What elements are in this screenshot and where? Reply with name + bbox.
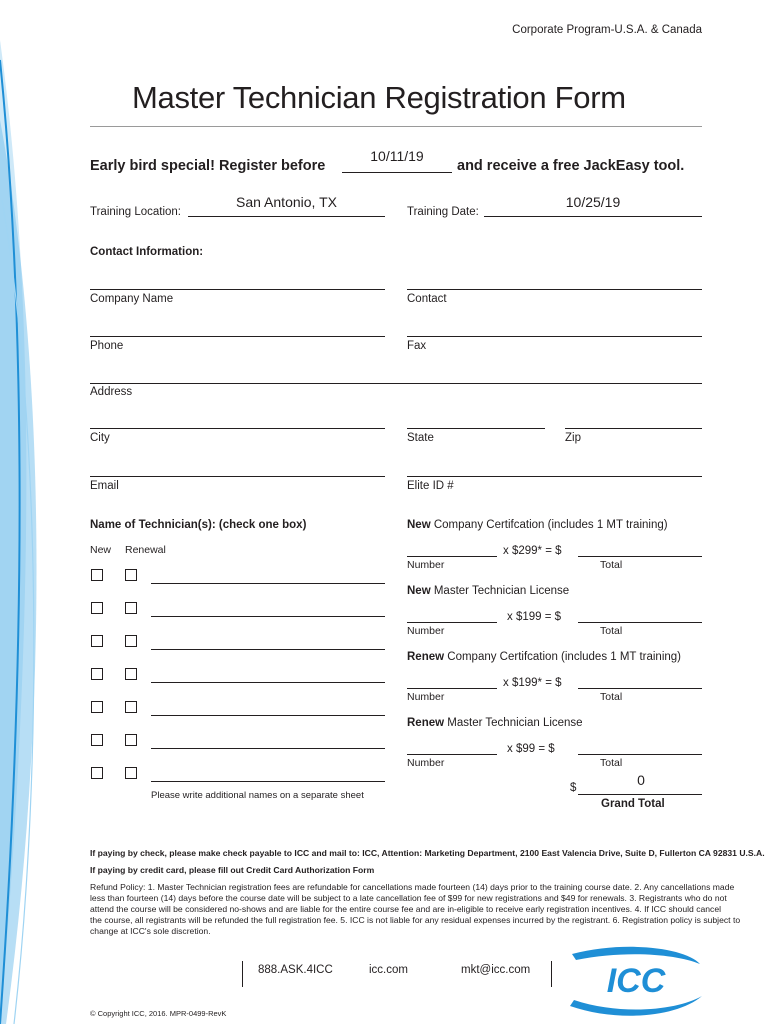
new-checkbox[interactable]: [91, 767, 103, 779]
email-field[interactable]: [90, 476, 385, 477]
renewal-checkbox[interactable]: [125, 734, 137, 746]
number-label: Number: [407, 691, 445, 703]
zip-field[interactable]: [565, 428, 702, 429]
early-bird-date[interactable]: 10/11/19: [370, 148, 424, 164]
fax-field[interactable]: [407, 336, 702, 337]
technician-name-field[interactable]: [151, 649, 385, 650]
footer-divider: [551, 961, 552, 987]
new-checkbox[interactable]: [91, 602, 103, 614]
state-label: State: [407, 432, 434, 444]
early-bird-suffix: and receive a free JackEasy tool.: [457, 158, 685, 174]
training-date-value[interactable]: 10/25/19: [565, 194, 621, 210]
company-name-field[interactable]: [90, 289, 385, 290]
number-label: Number: [407, 559, 445, 571]
renewal-checkbox[interactable]: [125, 767, 137, 779]
footer-phone[interactable]: 888.ASK.4ICC: [258, 964, 333, 976]
number-label: Number: [407, 625, 445, 637]
renewal-checkbox[interactable]: [125, 602, 137, 614]
training-date-label: Training Date:: [407, 206, 479, 218]
training-date-underline: [484, 216, 702, 217]
new-checkbox[interactable]: [91, 569, 103, 581]
total-field[interactable]: [578, 556, 702, 557]
total-field[interactable]: [578, 622, 702, 623]
renewal-checkbox[interactable]: [125, 635, 137, 647]
contact-label: Contact: [407, 293, 447, 305]
new-checkbox[interactable]: [91, 668, 103, 680]
copyright-notice: © Copyright ICC, 2016. MPR-0499-RevK: [90, 1009, 227, 1018]
technician-name-field[interactable]: [151, 748, 385, 749]
zip-label: Zip: [565, 432, 581, 444]
technician-name-field[interactable]: [151, 781, 385, 782]
column-new-label: New: [90, 544, 112, 556]
phone-field[interactable]: [90, 336, 385, 337]
number-field[interactable]: [407, 622, 497, 623]
technician-name-field[interactable]: [151, 583, 385, 584]
fee-formula: x $99 = $: [507, 743, 555, 755]
grand-total-underline: [578, 794, 702, 795]
state-field[interactable]: [407, 428, 545, 429]
contact-field[interactable]: [407, 289, 702, 290]
city-field[interactable]: [90, 428, 385, 429]
fee-formula: x $199 = $: [507, 611, 562, 623]
number-field[interactable]: [407, 556, 497, 557]
decorative-swoosh: [0, 0, 70, 1024]
number-label: Number: [407, 757, 445, 769]
address-field[interactable]: [90, 383, 702, 384]
early-bird-date-underline: [342, 172, 452, 173]
refund-policy-line: Refund Policy: 1. Master Technician registration fees are refundable for cancellations made fourteen (14) days prior to the training course date. 2. Any cancellations made: [90, 882, 735, 892]
title-divider: [90, 126, 702, 127]
refund-policy-line: attend the course will be considered no-shows and are liable for the entire course fee and are in-eligible to receive early registration incentives. 4. If ICC should cancel: [90, 904, 722, 914]
corporate-program-label: Corporate Program-U.S.A. & Canada: [512, 24, 702, 36]
city-label: City: [90, 432, 110, 444]
footer-divider: [242, 961, 243, 987]
footer-email-link[interactable]: mkt@icc.com: [461, 964, 531, 976]
number-field[interactable]: [407, 754, 497, 755]
footer-website-link[interactable]: icc.com: [369, 964, 408, 976]
early-bird-prefix: Early bird special! Register before: [90, 158, 326, 174]
total-label: Total: [600, 559, 623, 571]
grand-total-value[interactable]: 0: [637, 772, 645, 788]
renewal-checkbox[interactable]: [125, 701, 137, 713]
elite-id-label: Elite ID #: [407, 480, 454, 492]
fee-formula: x $199* = $: [503, 677, 562, 689]
icc-logo-text: ICC: [606, 962, 666, 1000]
training-location-label: Training Location:: [90, 206, 181, 218]
company-name-label: Company Name: [90, 293, 174, 305]
icc-logo: [566, 944, 706, 1024]
icc-logo-swoosh-icon: [566, 944, 706, 1024]
number-field[interactable]: [407, 688, 497, 689]
total-label: Total: [600, 691, 623, 703]
email-label: Email: [90, 480, 119, 492]
grand-total-currency: $: [570, 782, 577, 794]
address-label: Address: [90, 386, 133, 398]
fee-heading: New Master Technician License: [407, 585, 570, 597]
renewal-checkbox[interactable]: [125, 668, 137, 680]
page-title: Master Technician Registration Form: [132, 80, 626, 115]
fee-formula: x $299* = $: [503, 545, 562, 557]
total-label: Total: [600, 625, 623, 637]
technician-name-field[interactable]: [151, 682, 385, 683]
contact-heading: Contact Information:: [90, 246, 204, 258]
technicians-heading: Name of Technician(s): (check one box): [90, 519, 307, 531]
additional-names-note: Please write additional names on a separate sheet: [151, 790, 364, 801]
fee-heading: Renew Master Technician License: [407, 717, 583, 729]
total-field[interactable]: [578, 688, 702, 689]
new-checkbox[interactable]: [91, 734, 103, 746]
fee-heading: New Company Certifcation (includes 1 MT training): [407, 519, 668, 531]
elite-id-field[interactable]: [407, 476, 702, 477]
column-renewal-label: Renewal: [125, 544, 166, 556]
grand-total-label: Grand Total: [601, 798, 665, 810]
refund-policy-line: less than fourteen (14) days before the course date will be subject to a late cancellation fee of $99 for new registrations and $49 for renewals. 3. Registrants who do not: [90, 893, 727, 903]
check-payment-instructions: If paying by check, please make check payable to ICC and mail to: ICC, Attention: Marketing Department, 2100 East Valencia Drive, Suite D, Fullerton CA 92831 U.S.A.: [90, 848, 765, 858]
training-location-underline: [188, 216, 385, 217]
technician-name-field[interactable]: [151, 715, 385, 716]
refund-policy-line: change at ICC's sole discretion.: [90, 926, 211, 936]
technician-name-field[interactable]: [151, 616, 385, 617]
phone-label: Phone: [90, 340, 124, 352]
training-location-value[interactable]: San Antonio, TX: [236, 194, 337, 210]
new-checkbox[interactable]: [91, 701, 103, 713]
refund-policy-line: the course, all registrants will be refunded the full registration fee. 5. ICC is not liable for any residual expenses incurred by the registrant. 6. Registration policy is subject to: [90, 915, 741, 925]
fee-heading: Renew Company Certifcation (includes 1 MT training): [407, 651, 681, 663]
total-label: Total: [600, 757, 623, 769]
new-checkbox[interactable]: [91, 635, 103, 647]
total-field[interactable]: [578, 754, 702, 755]
renewal-checkbox[interactable]: [125, 569, 137, 581]
fax-label: Fax: [407, 340, 427, 352]
credit-card-instructions: If paying by credit card, please fill out Credit Card Authorization Form: [90, 865, 375, 875]
